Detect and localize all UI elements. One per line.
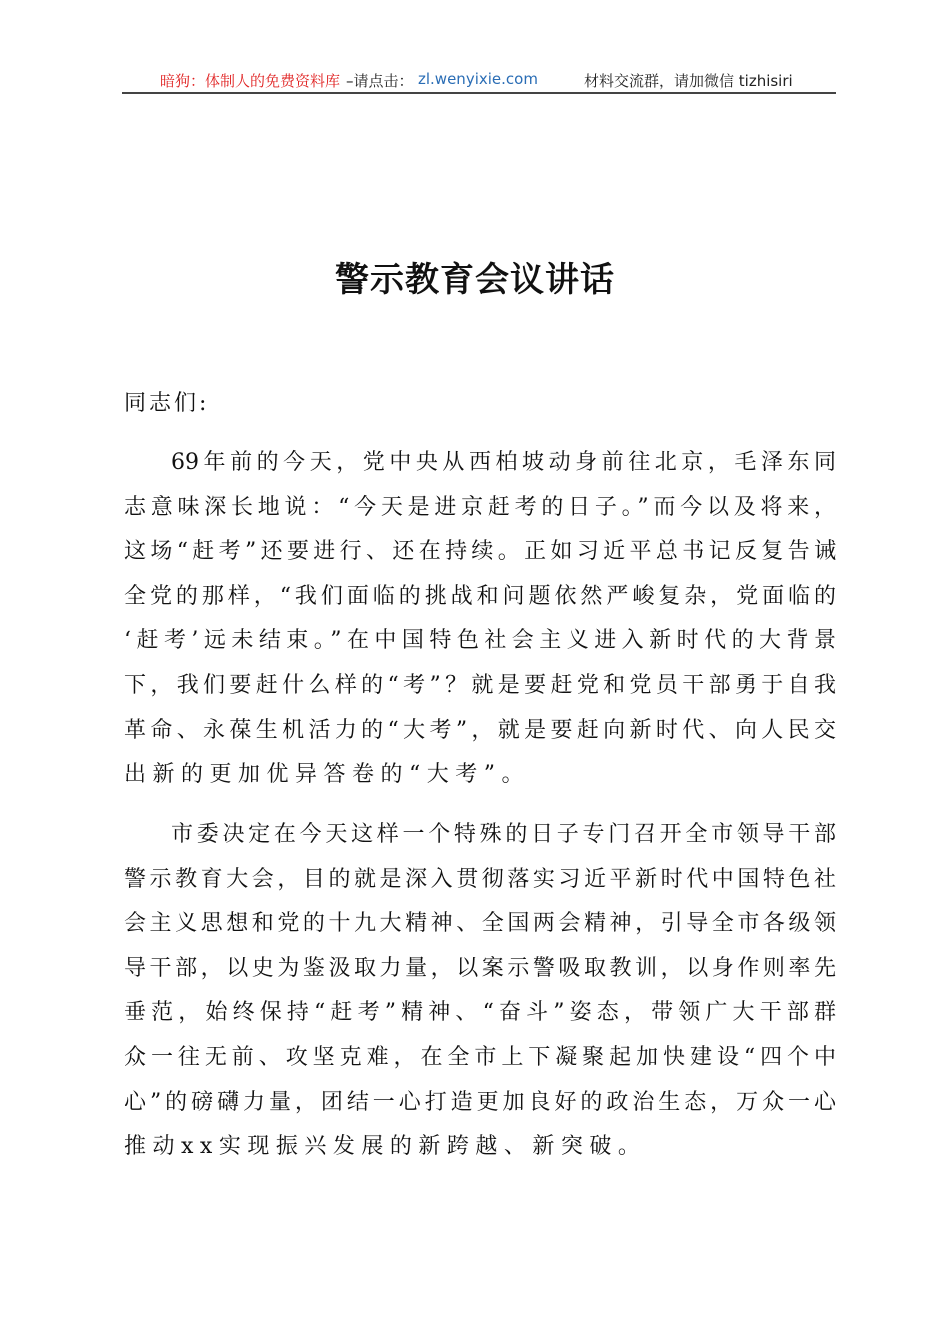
header-click-label: –请点击： [346, 72, 414, 90]
header-group-info: 材料交流群，请加微信 tizhisiri [584, 72, 793, 90]
text-line: 众一往无前、攻坚克难，在全市上下凝聚起加快建设“四个中 [124, 1044, 836, 1070]
text-line: 警示教育大会，目的就是深入贯彻落实习近平新时代中国特色社 [124, 866, 836, 892]
header-url-link[interactable]: zl.wenyixie.com [418, 70, 538, 88]
text-line: 革命、永葆生机活力的“大考”，就是要赶向新时代、向人民交 [124, 717, 836, 743]
text-line: 推动xx实现振兴发展的新跨越、新突破。 [124, 1134, 647, 1160]
text-line: 出新的更加优异答卷的“大考”。 [124, 762, 530, 788]
text-line: 69年前的今天，党中央从西柏坡动身前往北京，毛泽东同 [171, 450, 836, 475]
paragraph-2 [124, 813, 836, 1170]
page-header [122, 68, 836, 94]
text-line: 市委决定在今天这样一个特殊的日子专门召开全市领导干部 [171, 822, 836, 847]
header-promo: 暗狗：体制人的免费资料库 [160, 72, 341, 90]
text-line: 导干部，以史为鉴汲取力量，以案示警吸取教训，以身作则率先 [124, 955, 836, 981]
text-line: 这场“赶考”还要进行、还在持续。正如习近平总书记反复告诫 [124, 539, 836, 565]
text-line: 全党的那样，“我们面临的挑战和问题依然严峻复杂，党面临的 [124, 583, 836, 609]
text-line: 会主义思想和党的十九大精神、全国两会精神，引导全市各级领 [124, 911, 836, 937]
greeting: 同志们: [124, 391, 210, 416]
text-line: 垂范，始终保持“赶考”精神、“奋斗”姿态，带领广大干部群 [124, 1000, 836, 1026]
text-line: 心”的磅礴力量，团结一心打造更加良好的政治生态，万众一心 [124, 1089, 836, 1115]
paragraph-1 [124, 441, 836, 798]
text-line: ‘赶考’远未结束。”在中国特色社会主义进入新时代的大背景 [124, 628, 836, 654]
document-title: 警示教育会议讲话 [335, 260, 615, 300]
text-line: 下，我们要赶什么样的“考”？就是要赶党和党员干部勇于自我 [124, 672, 836, 698]
text-line: 志意味深长地说：“今天是进京赶考的日子。”而今以及将来， [124, 494, 836, 520]
